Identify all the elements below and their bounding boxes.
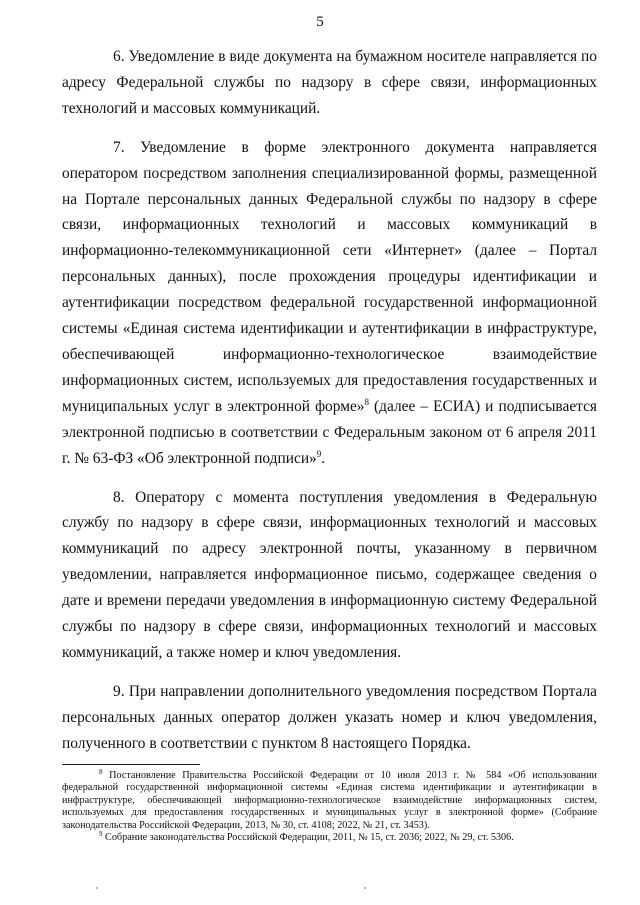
footnote-8-text: Постановление Правительства Российской Федерации от 10 июля 2013 г. № 584 «Об использовании федеральной государственной информационной системы «Единая система идентификации и аутентификации в инфраструктуре, обеспечивающей информационно-технологическое взаимодействие информационных систем, используемых для предоставления государственных и муниципальных услуг в электронной форме» (Собрание законодательства Российской Федерации, 2013, № 30, ст. 4108; 2022, № 21, ст. 3453). <box>62 770 597 831</box>
footnote-separator <box>62 764 200 765</box>
footnote-9-marker: 9 <box>99 830 103 839</box>
paragraph-7-text-end: . <box>321 449 326 467</box>
paragraph-7-text-part2: (далее – ЕСИА) и подписывается электронной подписью в соответствии с Федеральным законом от 6 апреля 2011 г. № 63-ФЗ «Об электронной подписи» <box>62 397 597 467</box>
footnote-ref-9[interactable]: 9 <box>316 448 322 459</box>
footnote-ref-8[interactable]: 8 <box>364 396 369 407</box>
footnotes <box>62 770 597 844</box>
document-body <box>62 44 597 770</box>
paragraph-8: 8. Оператору с момента поступления уведомления в Федеральную службу по надзору в сфере связи, информационных технологий и массовых коммуникаций по адресу электронной почты, указанному в первичном уведомлении, направляется информационное письмо, содержащее сведения о дате и времени передачи уведомления в информационную систему Федеральной службы по надзору в сфере связи, информационных технологий и массовых коммуникаций, а также номер и ключ уведомления. <box>62 488 597 661</box>
footnote-9-text: Собрание законодательства Российской Федерации, 2011, № 15, ст. 2036; 2022, № 29, ст. 5306. <box>102 832 514 844</box>
paragraph-7 <box>62 135 597 472</box>
page-number: 5 <box>316 14 324 30</box>
footnote-9 <box>62 832 597 844</box>
scan-speck <box>96 887 98 889</box>
footnote-8-marker: 8 <box>99 768 103 776</box>
paragraph-9: 9. При направлении дополнительного уведомления посредством Портала персональных данных оператор должен указать номер и ключ уведомления, полученного в соответствии с пунктом 8 настоящего Порядка. <box>62 682 597 752</box>
scan-speck <box>364 887 366 889</box>
paragraph-6: 6. Уведомление в виде документа на бумажном носителе направляется по адресу Федеральной службы по надзору в сфере связи, информационных технологий и массовых коммуникаций. <box>62 48 597 117</box>
paragraph-7-text-part1: 7. Уведомление в форме электронного документа направляется оператором посредством заполнения специализированной формы, размещенной на Портале персональных данных Федеральной службы по надзору в сфере связи, информационных технологий и массовых коммуникаций в информационно-телекоммуникационной сети «Интернет» (далее – Портал персональных данных), после прохождения процедуры идентификации и аутентификации посредством федеральной государственной информационной системы «Единая система идентификации и аутентификации в инфраструктуре, обеспечивающей информационно-технологическое взаимодействие информационных систем, используемых для предоставления государственных и муниципальных услуг в электронной форме» <box>62 138 597 415</box>
footnote-8 <box>62 770 597 832</box>
